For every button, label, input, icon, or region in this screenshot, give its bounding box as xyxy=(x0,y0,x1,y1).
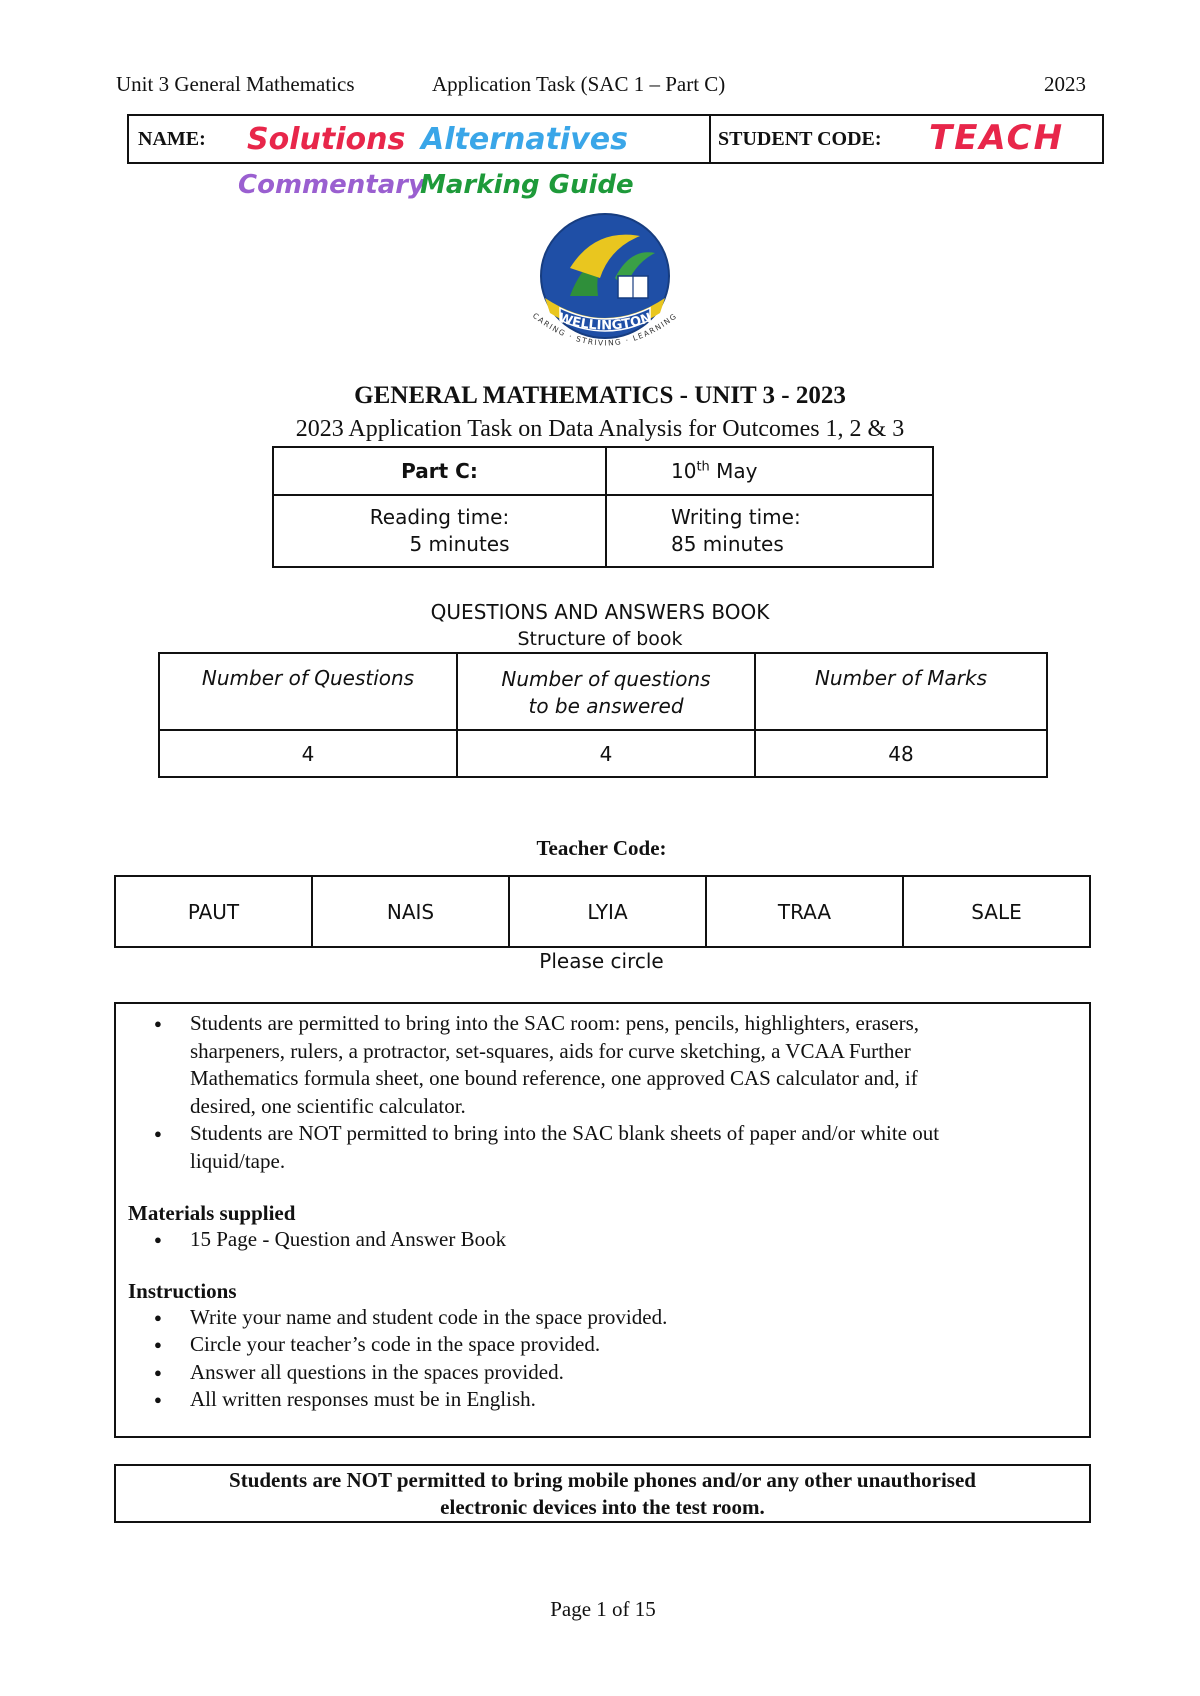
warning-line: Students are NOT permitted to bring mobile phones and/or any other unauthorised xyxy=(229,1468,976,1492)
structure-header-answered-line2: to be answered xyxy=(528,694,684,718)
instruction-item: ● Answer all questions in the spaces provided. xyxy=(190,1359,1089,1387)
instruction-item: ● Write your name and student code in the space provided. xyxy=(190,1304,1089,1332)
annotation-alternatives: Alternatives xyxy=(421,122,628,157)
student-code-value: TEACH xyxy=(929,118,1065,158)
warning-box xyxy=(114,1464,1091,1523)
rule-line: ● Students are NOT permitted to bring into the SAC blank sheets of paper and/or white out xyxy=(190,1121,940,1145)
structure-header-answered xyxy=(457,653,755,730)
date-day: 10 xyxy=(671,459,697,483)
rule-not-permitted xyxy=(190,1120,1089,1175)
reading-time-value: 5 minutes xyxy=(409,532,510,556)
qa-book-heading: QUESTIONS AND ANSWERS BOOK xyxy=(430,600,770,624)
teacher-code-option[interactable]: PAUT xyxy=(115,876,312,947)
logo-name-text: WELLINGTON xyxy=(556,310,654,334)
reading-time-label: Reading time: xyxy=(369,505,510,529)
teacher-code-option[interactable]: TRAA xyxy=(706,876,903,947)
structure-header-marks: Number of Marks xyxy=(755,653,1047,730)
header-year: 2023 xyxy=(1044,72,1086,96)
rule-line: Mathematics formula sheet, one bound reference, one approved CAS calculator and, if xyxy=(190,1066,918,1090)
materials-item: ● 15 Page - Question and Answer Book xyxy=(190,1226,1089,1254)
name-label: NAME: xyxy=(138,128,206,150)
rule-line: ● Students are permitted to bring into the SAC room: pens, pencils, highlighters, erasers, xyxy=(190,1011,920,1035)
date-month: May xyxy=(716,459,758,483)
wellington-crest-icon xyxy=(500,208,710,378)
teacher-code-option[interactable]: SALE xyxy=(903,876,1090,947)
name-student-code-box xyxy=(127,114,1104,164)
structure-value-answered: 4 xyxy=(457,730,755,777)
structure-value-marks: 48 xyxy=(755,730,1047,777)
writing-time-cell xyxy=(606,495,933,567)
header-task: Application Task (SAC 1 – Part C) xyxy=(432,72,726,96)
teacher-code-option[interactable]: LYIA xyxy=(509,876,706,947)
student-code-label: STUDENT CODE: xyxy=(718,128,882,150)
instruction-item: ● All written responses must be in English. xyxy=(190,1386,1089,1414)
structure-header-answered-line1: Number of questions xyxy=(501,667,711,691)
instructions-heading: Instructions xyxy=(128,1278,237,1303)
annotation-commentary: Commentary xyxy=(238,170,426,200)
structure-table xyxy=(158,652,1048,778)
page-title: GENERAL MATHEMATICS - UNIT 3 - 2023 xyxy=(354,382,846,409)
permitted-list xyxy=(116,1010,1089,1175)
teacher-code-table xyxy=(114,875,1091,948)
logo-motto-text: CARING · STRIVING · LEARNING xyxy=(530,311,680,348)
date-suffix: th xyxy=(696,459,710,475)
teacher-code-option[interactable]: NAIS xyxy=(312,876,509,947)
structure-caption: Structure of book xyxy=(517,628,683,650)
instruction-item: ● Circle your teacher’s code in the space provided. xyxy=(190,1331,1089,1359)
rule-line: sharpeners, rulers, a protractor, set-squares, aids for curve sketching, a VCAA Further xyxy=(190,1038,911,1063)
writing-time-label: Writing time: xyxy=(671,505,801,529)
teacher-code-label: Teacher Code: xyxy=(536,836,667,860)
instructions-list xyxy=(116,1304,1089,1414)
structure-header-questions: Number of Questions xyxy=(159,653,457,730)
warning-line: electronic devices into the test room. xyxy=(440,1495,765,1519)
materials-heading: Materials supplied xyxy=(128,1201,296,1225)
name-box-divider xyxy=(709,116,711,162)
annotation-solutions: Solutions xyxy=(247,122,406,157)
rule-line: liquid/tape. xyxy=(190,1148,286,1173)
annotation-marking-guide: Marking Guide xyxy=(420,170,634,200)
rule-line: desired, one scientific calculator. xyxy=(190,1093,466,1118)
part-label: Part C: xyxy=(273,447,606,495)
school-logo xyxy=(500,208,710,378)
rules-box xyxy=(114,1002,1091,1438)
details-table xyxy=(272,446,934,568)
page-subtitle: 2023 Application Task on Data Analysis for Outcomes 1, 2 & 3 xyxy=(295,416,905,442)
rule-permitted-items xyxy=(190,1010,1089,1120)
date-cell xyxy=(606,447,933,495)
materials-list xyxy=(116,1226,1089,1254)
reading-time-cell xyxy=(273,495,606,567)
writing-time-value: 85 minutes xyxy=(671,532,784,556)
page-footer: Page 1 of 15 xyxy=(550,1597,656,1621)
structure-value-questions: 4 xyxy=(159,730,457,777)
please-circle-note: Please circle xyxy=(539,949,664,973)
header-subject: Unit 3 General Mathematics xyxy=(116,72,355,96)
